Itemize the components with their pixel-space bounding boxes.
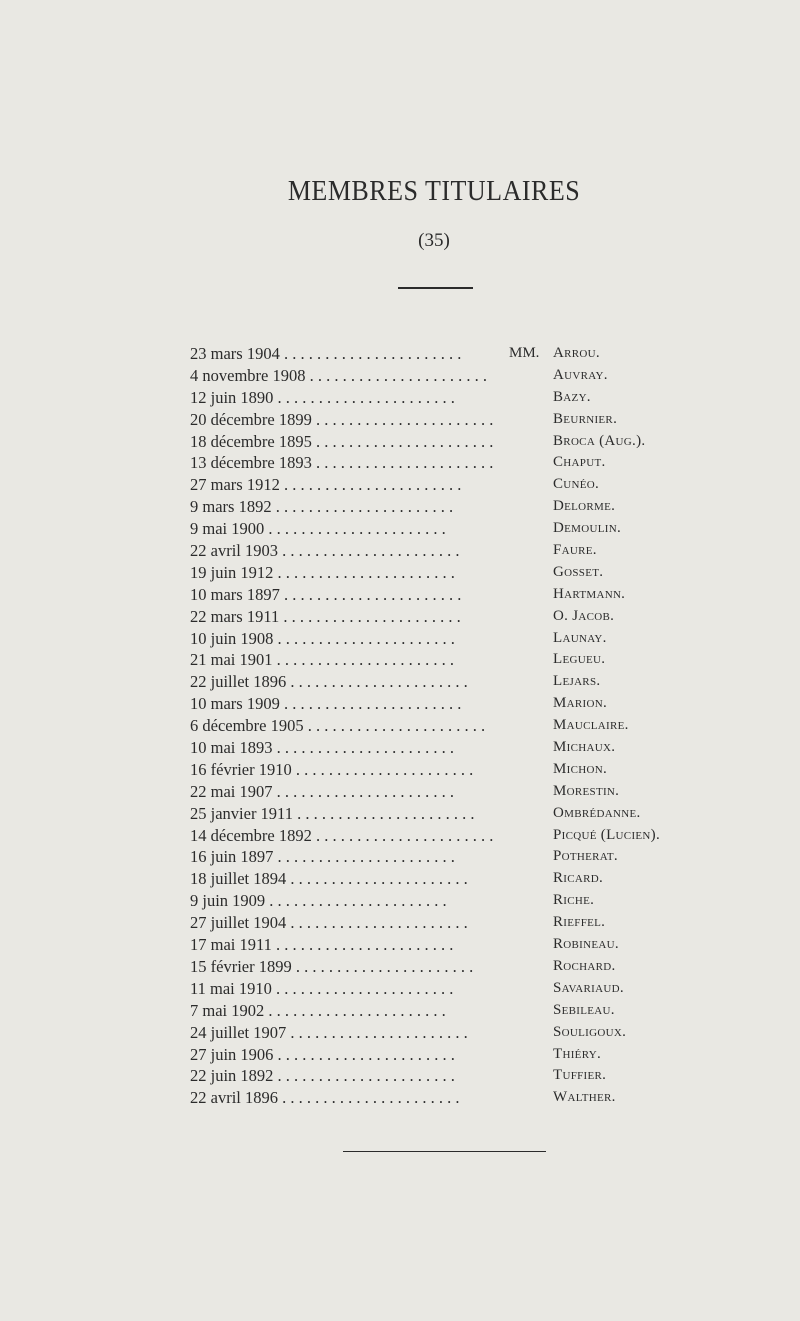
member-name: Rieffel. [553,914,606,931]
leader-dots: . . . . . . . . . . . . . . . . . . . . . . [265,891,447,911]
dot-leader [190,803,510,825]
dot-leader [190,693,510,715]
member-date: 24 juillet 1907 [190,1022,287,1042]
list-item [0,606,800,628]
member-name: Michon. [553,760,608,777]
leader-dots: . . . . . . . . . . . . . . . . . . . . . . [286,869,468,889]
list-item [0,759,800,781]
member-date: 9 juin 1909 [190,891,266,911]
leader-dots: . . . . . . . . . . . . . . . . . . . . . . [264,1000,446,1020]
list-item [0,846,800,868]
member-date: 22 mars 1911 [190,606,280,626]
member-name: Souligoux. [553,1023,627,1040]
list-item [0,387,800,409]
member-date: 10 juin 1908 [190,628,274,648]
list-item [0,671,800,693]
dot-leader [190,868,510,890]
dot-leader [190,518,510,540]
member-date: 16 février 1910 [190,759,292,779]
dot-leader [190,846,510,868]
leader-dots: . . . . . . . . . . . . . . . . . . . . . . [279,694,462,714]
list-item [0,803,800,825]
leader-dots: . . . . . . . . . . . . . . . . . . . . . . [278,1088,460,1108]
member-date: 7 mai 1902 [190,1000,265,1020]
member-name: Launay. [553,629,607,646]
member-name: Demoulin. [553,520,621,537]
member-name: Auvray. [553,366,608,383]
member-name: Hartmann. [553,585,626,602]
list-item [0,628,800,650]
member-name: Ombrédanne. [553,804,641,821]
leader-dots: . . . . . . . . . . . . . . . . . . . . . . [279,475,462,495]
dot-leader [190,387,510,409]
list-item [0,956,800,978]
dot-leader [190,562,510,584]
leader-dots: . . . . . . . . . . . . . . . . . . . . . . [272,650,454,670]
member-name: Ricard. [553,870,604,887]
dot-leader [190,715,510,737]
leader-dots: . . . . . . . . . . . . . . . . . . . . . . [279,584,462,604]
member-date: 17 mai 1911 [190,935,272,955]
member-name: Faure. [553,542,597,559]
dot-leader [190,343,510,365]
member-name: Thiéry. [553,1045,602,1062]
member-date: 15 février 1899 [190,956,292,976]
member-date: 4 novembre 1908 [190,365,306,385]
member-date: 13 décembre 1893 [190,453,312,473]
list-item [0,912,800,934]
leader-dots: . . . . . . . . . . . . . . . . . . . . . . [291,956,474,976]
member-name: Arrou. [553,345,600,361]
dot-leader [190,956,510,978]
member-date: 18 juillet 1894 [190,869,287,889]
dot-leader [190,584,510,606]
member-date: 22 juin 1892 [190,1066,274,1086]
member-name: Potherat. [553,848,618,865]
member-name: Robineau. [553,936,619,953]
leader-dots: . . . . . . . . . . . . . . . . . . . . . . [278,541,460,561]
list-item [0,452,800,474]
dot-leader [190,1087,510,1109]
dot-leader [190,1065,510,1087]
leader-dots: . . . . . . . . . . . . . . . . . . . . . . [286,672,468,692]
dot-leader [190,890,510,912]
leader-dots: . . . . . . . . . . . . . . . . . . . . . . [273,1066,455,1086]
list-item [0,496,800,518]
list-item [0,540,800,562]
member-name: Walther. [553,1089,616,1106]
member-date: 16 juin 1897 [190,847,274,867]
member-name: Gosset. [553,563,604,580]
member-date: 23 mars 1904 [190,344,280,363]
member-name: Broca (Aug.). [553,432,646,449]
dot-leader [190,496,510,518]
leader-dots: . . . . . . . . . . . . . . . . . . . . . . [271,978,454,998]
member-name: Tuffier. [553,1067,607,1084]
member-date: 20 décembre 1899 [190,409,312,429]
leader-dots: . . . . . . . . . . . . . . . . . . . . . . [273,1044,455,1064]
list-item [0,1022,800,1044]
member-date: 12 juin 1890 [190,387,274,407]
list-item [0,715,800,737]
leader-dots: . . . . . . . . . . . . . . . . . . . . . . [271,935,454,955]
list-item [0,978,800,1000]
list-item [0,1065,800,1087]
member-name: Delorme. [553,498,616,515]
leader-dots: . . . . . . . . . . . . . . . . . . . . . . [272,738,454,758]
dot-leader [190,1044,510,1066]
leader-dots: . . . . . . . . . . . . . . . . . . . . . . [273,387,455,407]
leader-dots: . . . . . . . . . . . . . . . . . . . . . . [272,781,454,801]
member-name: O. Jacob. [553,607,615,624]
list-item [0,409,800,431]
list-item [0,693,800,715]
list-item [0,474,800,496]
member-date: 21 mai 1901 [190,650,273,670]
member-name: Savariaud. [553,979,624,996]
list-item [0,890,800,912]
dot-leader [190,606,510,628]
dot-leader [190,737,510,759]
list-item [0,1000,800,1022]
member-name: Morestin. [553,782,620,799]
member-name: Mauclaire. [553,717,629,734]
leader-dots: . . . . . . . . . . . . . . . . . . . . . . [279,606,461,626]
leader-dots: . . . . . . . . . . . . . . . . . . . . . . [311,431,494,451]
dot-leader [190,431,510,453]
bottom-divider [343,1151,546,1152]
list-item [0,649,800,671]
member-name: Picqué (Lucien). [553,826,661,843]
dot-leader [190,759,510,781]
leader-dots: . . . . . . . . . . . . . . . . . . . . . . [271,497,454,517]
member-name: Legueu. [553,651,606,668]
member-date: 11 mai 1910 [190,978,272,998]
member-list [0,343,800,1109]
list-item [0,584,800,606]
dot-leader [190,474,510,496]
leader-dots: . . . . . . . . . . . . . . . . . . . . . . [279,344,462,363]
leader-dots: . . . . . . . . . . . . . . . . . . . . . . [286,1022,468,1042]
dot-leader [190,365,510,387]
leader-dots: . . . . . . . . . . . . . . . . . . . . . . [311,825,494,845]
member-name: Beurnier. [553,410,618,427]
member-name: Rochard. [553,957,616,974]
member-date: 22 avril 1903 [190,541,278,561]
dot-leader [190,409,510,431]
dot-leader [190,978,510,1000]
leader-dots: . . . . . . . . . . . . . . . . . . . . . . [273,847,455,867]
dot-leader [190,781,510,803]
dot-leader [190,671,510,693]
list-item [0,365,800,387]
member-date: 27 juillet 1904 [190,913,287,933]
dot-leader [190,1022,510,1044]
leader-dots: . . . . . . . . . . . . . . . . . . . . . . [311,409,494,429]
member-date: 27 mars 1912 [190,475,280,495]
member-count: (35) [418,230,450,251]
list-item [0,518,800,540]
leader-dots: . . . . . . . . . . . . . . . . . . . . . . [291,759,474,779]
leader-dots: . . . . . . . . . . . . . . . . . . . . . . [273,628,455,648]
member-date: 22 avril 1896 [190,1088,278,1108]
member-date: 10 mars 1897 [190,584,280,604]
member-name: Marion. [553,695,608,712]
leader-dots: . . . . . . . . . . . . . . . . . . . . . . [292,803,475,823]
member-date: 10 mai 1893 [190,738,273,758]
dot-leader [190,934,510,956]
dot-leader [190,825,510,847]
member-date: 10 mars 1909 [190,694,280,714]
dot-leader [190,1000,510,1022]
member-date: 9 mai 1900 [190,519,265,539]
member-date: 22 juillet 1896 [190,672,287,692]
list-item [0,934,800,956]
member-name: Chaput. [553,454,606,471]
member-name: Bazy. [553,388,591,405]
member-date: 18 décembre 1895 [190,431,312,451]
member-name: Sebileau. [553,1001,615,1018]
leader-dots: . . . . . . . . . . . . . . . . . . . . . . [264,519,446,539]
dot-leader [190,912,510,934]
member-date: 6 décembre 1905 [190,716,304,736]
member-name: Riche. [553,892,595,909]
list-item [0,825,800,847]
leader-dots: . . . . . . . . . . . . . . . . . . . . . . [286,913,468,933]
page-title: MEMBRES TITULAIRES [287,174,581,207]
member-name: Cunéo. [553,476,600,493]
list-item [0,868,800,890]
member-name: Michaux. [553,739,616,756]
member-date: 14 décembre 1892 [190,825,312,845]
member-date: 25 janvier 1911 [190,803,293,823]
leader-dots: . . . . . . . . . . . . . . . . . . . . . . [311,453,494,473]
leader-dots: . . . . . . . . . . . . . . . . . . . . . . [303,716,486,736]
list-item [0,1044,800,1066]
list-item [0,737,800,759]
prefix-mm: MM. [509,345,540,361]
top-divider [398,287,473,289]
list-item [0,562,800,584]
list-item [0,431,800,453]
dot-leader [190,452,510,474]
list-item [0,781,800,803]
member-date: 9 mars 1892 [190,497,272,517]
member-date: 27 juin 1906 [190,1044,274,1064]
member-name: Lejars. [553,673,601,690]
dot-leader [190,649,510,671]
dot-leader [190,540,510,562]
leader-dots: . . . . . . . . . . . . . . . . . . . . . . [305,365,487,385]
member-date: 19 juin 1912 [190,562,274,582]
list-item [0,1087,800,1109]
leader-dots: . . . . . . . . . . . . . . . . . . . . . . [273,562,455,582]
list-item [0,343,800,365]
member-date: 22 mai 1907 [190,781,273,801]
dot-leader [190,628,510,650]
